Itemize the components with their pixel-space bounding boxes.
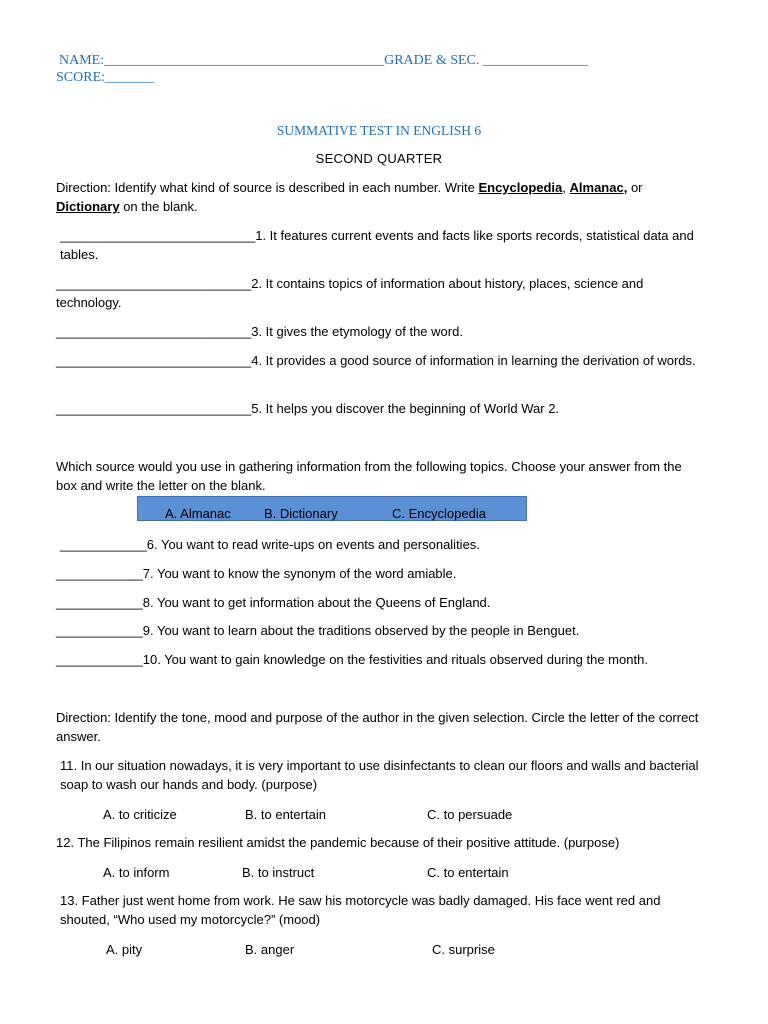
separator: , xyxy=(562,180,570,195)
part1-direction xyxy=(56,178,706,216)
name-grade-line: NAME:________________________________________GRADE & SEC. _______________ xyxy=(59,53,588,68)
question-13: 13. Father just went home from work. He saw his motorcycle was badly damaged. His face went red and shouted, “Who used my motorcycle?” (mood) xyxy=(60,893,661,927)
item-5: ___________________________5. It helps you discover the beginning of World War 2. xyxy=(56,401,560,416)
q11-option-a: A. to criticize xyxy=(103,807,177,822)
part3-direction: Direction: Identify the tone, mood and purpose of the author in the given selection. Circle the letter of the correct answer. xyxy=(56,710,699,744)
item-1: ___________________________1. It features current events and facts like sports records, statistical data and tables. xyxy=(60,228,694,262)
q13-option-a: A. pity xyxy=(106,942,143,957)
answer-choices-box xyxy=(137,496,527,521)
q13-option-c: C. surprise xyxy=(432,942,495,957)
student-header xyxy=(56,52,588,86)
q12-option-b: B. to instruct xyxy=(242,865,315,880)
choice-c: C. Encyclopedia xyxy=(392,506,486,521)
item-7: ____________7. You want to know the synonym of the word amiable. xyxy=(56,566,457,581)
keyword-dictionary: Dictionary xyxy=(56,199,120,214)
item-10: ____________10. You want to gain knowledge on the festivities and rituals observed during the month. xyxy=(56,652,648,667)
item-6: ____________6. You want to read write-ups on events and personalities. xyxy=(60,537,480,552)
keyword-encyclopedia: Encyclopedia xyxy=(478,180,563,195)
item-9: ____________9. You want to learn about the traditions observed by the people in Benguet. xyxy=(56,623,580,638)
question-11: 11. In our situation nowadays, it is very important to use disinfectants to clean our floors and walls and bacterial soap to wash our hands and body. (purpose) xyxy=(60,758,699,792)
test-subtitle: SECOND QUARTER xyxy=(315,151,443,166)
item-3: ___________________________3. It gives the etymology of the word. xyxy=(56,324,463,339)
choice-b: B. Dictionary xyxy=(264,506,338,521)
question-12: 12. The Filipinos remain resilient amidst the pandemic because of their positive attitude. (purpose) xyxy=(56,835,620,850)
keyword-almanac: Almanac, xyxy=(569,180,628,195)
q11-option-b: B. to entertain xyxy=(245,807,326,822)
q13-option-b: B. anger xyxy=(245,942,295,957)
part2-direction: Which source would you use in gathering information from the following topics. Choose your answer from the box and write the letter on the blank. xyxy=(56,459,682,493)
q11-option-c: C. to persuade xyxy=(427,807,513,822)
test-title: SUMMATIVE TEST IN ENGLISH 6 xyxy=(276,123,482,138)
score-line: SCORE:_______ xyxy=(56,70,155,85)
choice-a: A. Almanac xyxy=(165,506,231,521)
q12-option-c: C. to entertain xyxy=(427,865,509,880)
item-8: ____________8. You want to get information about the Queens of England. xyxy=(56,595,491,610)
item-4: ___________________________4. It provides a good source of information in learning the derivation of words. xyxy=(56,353,696,368)
item-2: ___________________________2. It contains topics of information about history, places, science and technology. xyxy=(56,276,644,310)
q12-option-a: A. to inform xyxy=(103,865,170,880)
direction-text: on the blank. xyxy=(119,199,198,214)
direction-text: Direction: Identify what kind of source is described in each number. Write xyxy=(56,180,479,195)
separator: or xyxy=(627,180,643,195)
